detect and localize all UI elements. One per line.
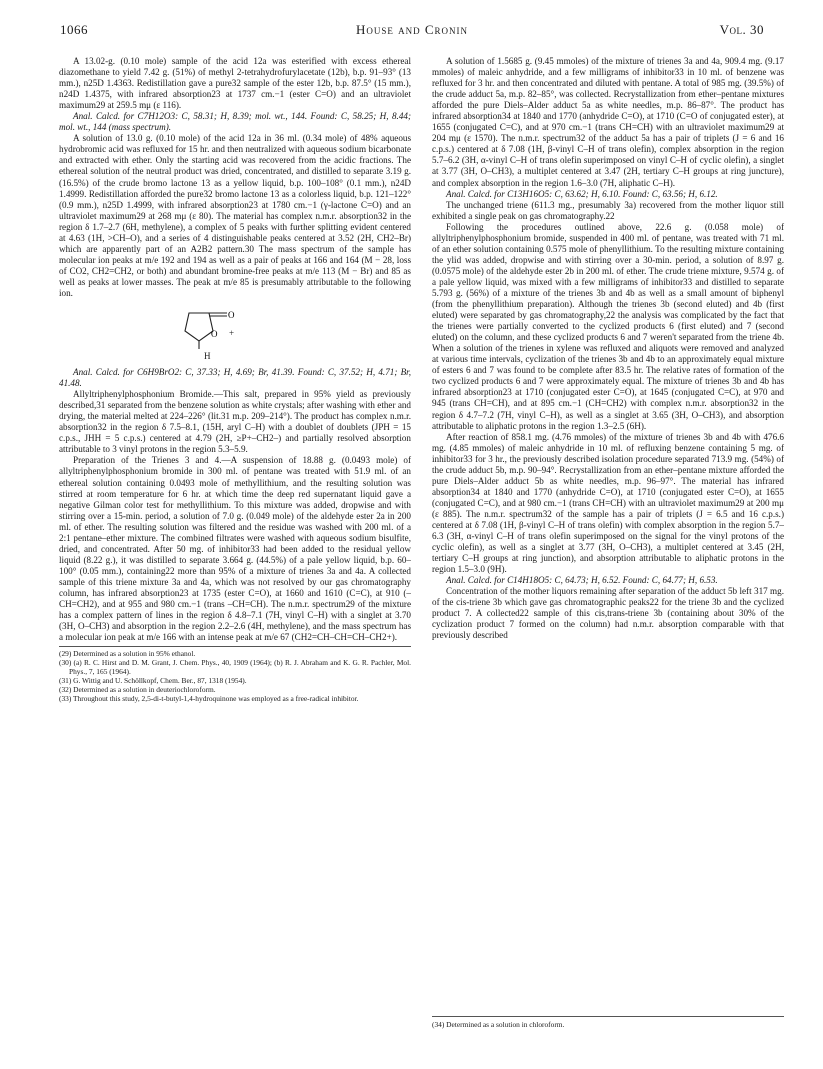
ion-hydrogen-label: H: [204, 351, 211, 362]
page-header: [60, 22, 764, 40]
svg-text:O: O: [211, 329, 218, 340]
analysis-5a: Anal. Calcd. for C13H16O5: C, 63.62; H, 6.10. Found: C, 63.56; H, 6.12.: [446, 188, 718, 199]
footnotes-left: [59, 646, 411, 703]
left-column: [59, 56, 411, 704]
footnotes-right: [432, 1016, 784, 1029]
footnote: (33) Throughout this study, 2,5-di-t-butyl-1,4-hydroquinone was employed as a free-radical inhibitor.: [59, 693, 359, 703]
analysis-13: Anal. Calcd. for C6H9BrO2: C, 37.33; H, 4.69; Br, 41.39. Found: C, 37.52; H, 4.71; Br, 41.48.: [59, 367, 411, 389]
paragraph-unchanged-triene: The unchanged triene (611.3 mg., presumably 3a) recovered from the mother liquor still exhibited a single peak on gas chromatography.22: [432, 199, 784, 221]
paragraph-phosphonium-bromide: Allyltriphenylphosphonium Bromide.—This salt, prepared in 95% yield as previously described,31 separated from the benzene solution as white crystals; after washing with ether and drying, the material melted at 224–226° (lit.31 m.p. 209–214°). The product has complex n.m.r. absorption32 in the region δ 7.5–8.1, (15H, aryl C–H) with a doublet of doublets (JPH = 15 c.p.s., JHH = 5 c.p.s.) centered at 4.79 (2H, ≥P+–CH2–) and partially resolved absorption attributable to 3 vinyl protons in the region 5.3–5.9.: [59, 389, 411, 455]
ion-structure: [59, 303, 411, 363]
running-title: House and Cronin: [355, 22, 469, 37]
paragraph-adduct-5a: A solution of 1.5685 g. (9.45 mmoles) of the mixture of trienes 3a and 4a, 909.4 mg. (9.17 mmoles) of maleic anhydride, and a few milligrams of inhibitor33 in 10 ml. of benzene was refluxed for 3 hr. and then concentrated and diluted with pentane. A total of 985 mg. (39.5%) of the crude adduct 5a, m.p. 82–85°, was collected. Recrystallization from ether–pentane mixtures afforded the pure Diels–Alder adduct 5a as white needles, m.p. 86–87°. The product has infrared absorption34 at 1840 and 1770 (anhydride C=O), at 1710 (C=O of conjugated ester), at 1655 (conjugated C=C), and at 970 cm.−1 (trans CH=CH) with an ultraviolet maximum29 at 204 mμ (ε 1570). The n.m.r. spectrum32 of the adduct 5a has a pair of triplets (J = 6 and 16 c.p.s.) centered at δ 7.08 (1H, β-vinyl C–H of trans olefin), complex absorption in the region 5.7–6.2 (3H, α-vinyl C–H of trans olefin superimposed on vinyl C–H of cyclic olefin), a singlet at 3.77 (3H, O–CH3), a multiplet centered at 3.47 (2H, tertiary C–H groups at ring juncture), and complex absorption in the region 1.6–3.0 (7H, aliphatic C–H).: [432, 56, 784, 188]
paragraph-triene-preparation: Preparation of the Trienes 3 and 4.—A suspension of 18.88 g. (0.0493 mole) of allyltriphenylphosphonium bromide in 300 ml. of pentane was treated with 51.9 ml. of an ethereal solution containing 0.0493 mole of methyllithium, and the resulting solution was stirred at room temperature for 6 hr. at which time the deep red supernatant liquid gave a negative Gilman color test for methyllithium. To this mixture was added, dropwise and with stirring over a 15-min. period, a solution of 7.0 g. (0.049 mole) of the aldehyde ester 2a in 200 ml. of ether. The resulting solution was filtered and the residue was washed with 200 ml. of a 2:1 pentane–ether mixture. The combined filtrates were washed with aqueous sodium bisulfite, dried, and concentrated. After 50 mg. of inhibitor33 had been added to the residual yellow liquid (8.22 g.), it was distilled to separate 3.664 g. (44.5%) of a pale yellow liquid, b.p. 60–100° (0.05 mm.), containing22 more than 95% of a mixture of trienes 3a and 4a. A collected sample of this triene mixture 3a and 4a, which was not resolved by our gas chromatography column, has infrared absorption23 at 1735 (ester C=O), at 1660 and 1610 (C=C), at 910 (–CH=CH2), and at 955 and 980 cm.−1 (trans –CH=CH). The n.m.r. spectrum29 of the mixture has a complex pattern of lines in the region δ 4.8–7.1 (7H, vinyl C–H) with a singlet at 3.70 (3H, O–CH3) and absorption in the region 2.2–2.6 (4H, methylene), and the mass spectrum has a molecular ion peak at m/e 166 with an intense peak at m/e 67 (CH2=CH–CH=CH–CH2+).: [59, 455, 411, 643]
paragraph-mother-liquors: Concentration of the mother liquors remaining after separation of the adduct 5b left 317 mg. of the cis-triene 3b which gave gas chromatographic peaks22 for the triene 3b and the cyclized product 7. A collected22 sample of this cis,trans-triene 3b (containing about 30% of the cyclization product 7 formed on the column) had n.m.r. absorption comparable with that previously described: [432, 586, 784, 641]
right-column: [432, 56, 784, 641]
volume-label: Vol. 30: [719, 22, 764, 37]
paragraph-trienes-3b-4b: Following the procedures outlined above, 22.6 g. (0.058 mole) of allyltriphenylphosphonium bromide, suspended in 400 ml. of pentane, was treated with 71 ml. of an ether solution containing 0.575 mole of phenyllithium. To the resulting mixture containing the ylid was added, dropwise and with stirring over a 30-min. period, a solution of 8.97 g. (0.0575 mole) of the aldehyde ester 2b in 200 ml. of ether. The crude triene mixture, 9.574 g. of a pale yellow liquid, was mixed with a few milligrams of inhibitor33 and distilled to separate 5.793 g. (56%) of a mixture of the trienes 3b and 4b as well as a small amount of biphenyl (from the phenyllithium preparation). Although the trienes 3b (second eluted) and 4b (first eluted) were separated by gas chromatography,22 the analysis was complicated by the fact that the trienes were partially converted to the cyclized products 6 (first eluted) and 7 (second eluted) on the column, and these cyclized products 6 and 7 weren't separated from the triene 4b. When a solution of the trienes in xylene was refluxed and aliquots were removed and analyzed at various time intervals, cyclization of the trienes 3b and 4b to an approximately equal mixture of esters 6 and 7 was found to be complete after 83.5 hr. The relative rates of formation of the two cyclized products 6 and 7 were approximately equal. The mixture of trienes 3b and 4b has infrared absorption23 at 1710 (conjugated ester C=O), at 1645 (conjugated C=C), at 970 and 945 (trans CH=CH), and at 895 cm.−1 (CH=CH2) with complex n.m.r. absorption32 in the region δ 4.7–7.2 (7H, vinyl C–H), as well as a singlet at 3.65 (3H, O–CH3), and absorption attributable to aliphatic protons in the region 1.3–2.5 (6H).: [432, 221, 784, 431]
footnote: (31) G. Wittig and U. Schöllkopf, Chem. Ber., 87, 1318 (1954).: [59, 675, 247, 685]
ion-charge: +: [229, 328, 235, 339]
footnote: (29) Determined as a solution in 95% ethanol.: [59, 649, 196, 659]
analysis-5b: Anal. Calcd. for C14H18O5: C, 64.73; H, 6.52. Found: C, 64.77; H, 6.53.: [446, 575, 718, 586]
footnote: (34) Determined as a solution in chloroform.: [432, 1020, 565, 1029]
svg-text:O: O: [228, 310, 235, 321]
paragraph-adduct-5b: After reaction of 858.1 mg. (4.76 mmoles) of the mixture of trienes 3b and 4b with 476.6 mg. (4.85 mmoles) of maleic anhydride in 10 ml. of refluxing benzene containing 5 mg. of inhibitor33 for 3 hr., the previously described isolation procedure separated 713.9 mg. (54%) of the crude adduct 5b, m.p. 90–94°. Recrystallization from an ether–pentane mixture afforded the pure Diels–Alder adduct 5b as white needles, m.p. 96–97°. The material has infrared absorption34 at 1840 and 1770 (anhydride C=O), at 1710 (conjugated ester C=O), at 1655 (conjugated C=C), and at 980 cm.−1 (trans CH=CH) with an ultraviolet maximum29 at 200 mμ (ε 885). The n.m.r. spectrum32 of the sample has a pair of triplets (J = 6.5 and 16 c.p.s.) centered at δ 7.08 (1H, β-vinyl C–H of trans olefin) with complex absorption in the region 5.7–6.3 (3H, α-vinyl C–H of trans olefin superimposed on the signal for the vinyl protons of the cyclic olefin), as well as a singlet at 3.77 (3H, O–CH3), a multiplet centered at 3.45 (2H, tertiary C–H groups at ring junction), and absorption attributable to aliphatic protons in the region 1.5–3.0 (9H).: [432, 431, 784, 575]
footnote: (32) Determined as a solution in deuteriochloroform.: [59, 684, 216, 694]
footnote: (30) (a) R. C. Hirst and D. M. Grant, J. Chem. Phys., 40, 1909 (1964); (b) R. J. Abraham and K. G. R. Pachler, Mol. Phys., 7, 165 (1964).: [59, 658, 411, 677]
paragraph-bromo-lactone: A solution of 13.0 g. (0.10 mole) of the acid 12a in 36 ml. (0.34 mole) of 48% aqueous hydrobromic acid was refluxed for 15 hr. and then neutralized with aqueous sodium bicarbonate and extracted with ether. Only the starting acid was recovered from the acidic fractions. The ethereal solution of the neutral product was dried, concentrated, and distilled to separate 3.19 g. (16.5%) of the crude bromo lactone 13 as a yellow liquid, b.p. 100–108° (0.1 mm.), n24D 1.4999. Redistillation afforded the pure32 bromo lactone 13 as a colorless liquid, b.p. 121–122° (0.9 mm.), n25D 1.4999, with infrared absorption23 at 1780 cm.−1 (γ-lactone C=O) and an ultraviolet maximum29 at 268 mμ (ε 80). The material has complex n.m.r. absorption32 in the region δ 1.7–2.7 (6H, methylene), a complex of 5 peaks with further splitting evident centered at 4.63 (1H, >CH–O), and a series of 4 distinguishable peaks centered at 3.52 (2H, CH2–Br) which are apparently part of an A2B2 pattern.30 The mass spectrum of the sample has molecular ion peaks at m/e 192 and 194 as well as a pair of peaks at 166 and 164 (M − 28, loss of CO2, CH2=CH2, or both) and abundant bromine-free peaks at m/e 113 (M − Br) and 85 as well as peaks at lower masses. The peak at m/e 85 is presumably attributable to the following ion.: [59, 133, 411, 298]
paragraph-ester-12b: A 13.02-g. (0.10 mole) sample of the acid 12a was esterified with excess ethereal diazomethane to yield 7.42 g. (51%) of methyl 2-tetrahydrofurylacetate (12b), b.p. 91–93° (13 mm.), n25D 1.4363. Redistillation gave a pure32 sample of the ester 12b, b.p. 87.5° (15 mm.), n24D 1.4375, with infrared absorption23 at 1737 cm.−1 (ester C=O) and an ultraviolet maximum29 at 259.5 mμ (ε 116).: [59, 56, 411, 111]
page-number: 1066: [60, 22, 88, 37]
analysis-12b: Anal. Calcd. for C7H12O3: C, 58.31; H, 8.39; mol. wt., 144. Found: C, 58.25; H, 8.44; mol. wt., 144 (mass spectrum).: [59, 111, 411, 133]
